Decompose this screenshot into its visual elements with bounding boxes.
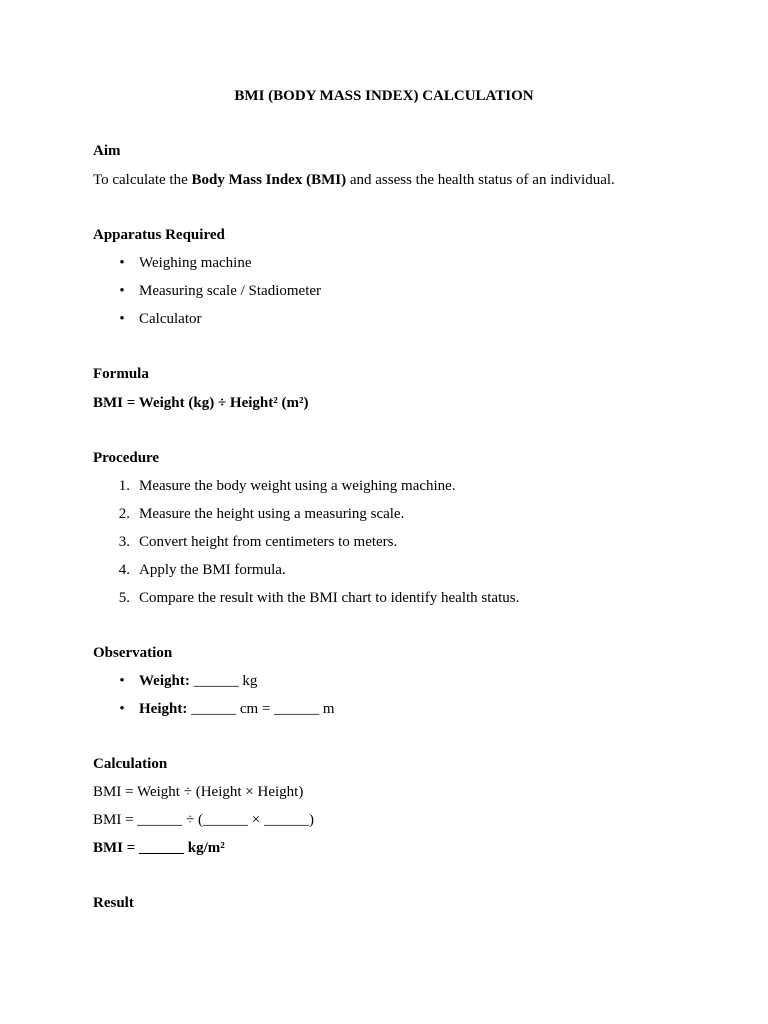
formula-heading: Formula xyxy=(93,366,149,382)
apparatus-item-text: Weighing machine xyxy=(139,255,252,271)
calculation-line-2: BMI = ______ ÷ (______ × ______) xyxy=(93,812,314,828)
step-text: Apply the BMI formula. xyxy=(139,562,286,578)
height-value: ______ cm = ______ m xyxy=(187,701,335,717)
step-text: Measure the height using a measuring scale. xyxy=(139,506,405,522)
aim-text-before: To calculate the xyxy=(93,172,192,188)
aim-text xyxy=(93,171,615,189)
apparatus-item-text: Calculator xyxy=(139,311,202,327)
observation-height-text xyxy=(139,700,335,718)
step-number: 2. xyxy=(118,506,130,522)
weight-value: ______ kg xyxy=(189,673,258,689)
step-number: 3. xyxy=(118,534,130,550)
procedure-heading: Procedure xyxy=(93,450,160,466)
bullet-marker: • xyxy=(119,283,125,299)
bullet-marker: • xyxy=(119,255,125,271)
calculation-line-1: BMI = Weight ÷ (Height × Height) xyxy=(93,784,304,800)
step-number: 4. xyxy=(118,562,130,578)
bullet-marker: • xyxy=(119,701,125,717)
observation-weight-text xyxy=(139,672,257,690)
bullet-marker: • xyxy=(119,311,125,327)
aim-heading: Aim xyxy=(93,143,121,159)
apparatus-heading: Apparatus Required xyxy=(93,227,225,243)
formula-text: BMI = Weight (kg) ÷ Height² (m²) xyxy=(93,395,309,411)
step-number: 1. xyxy=(118,478,130,494)
observation-heading: Observation xyxy=(93,645,173,661)
step-text: Measure the body weight using a weighing machine. xyxy=(139,478,456,494)
apparatus-item-text: Measuring scale / Stadiometer xyxy=(139,283,322,299)
weight-label: Weight: xyxy=(139,673,190,689)
step-text: Compare the result with the BMI chart to identify health status. xyxy=(139,590,520,606)
calculation-line-3: BMI = ______ kg/m² xyxy=(93,840,225,856)
page-title: BMI (BODY MASS INDEX) CALCULATION xyxy=(234,88,534,104)
bullet-marker: • xyxy=(119,673,125,689)
step-text: Convert height from centimeters to meters. xyxy=(139,534,398,550)
calculation-heading: Calculation xyxy=(93,756,168,772)
aim-text-after: and assess the health status of an individual. xyxy=(346,172,615,188)
height-label: Height: xyxy=(139,701,188,717)
step-number: 5. xyxy=(118,590,130,606)
aim-text-bold: Body Mass Index (BMI) xyxy=(191,172,347,188)
result-heading: Result xyxy=(93,895,134,911)
